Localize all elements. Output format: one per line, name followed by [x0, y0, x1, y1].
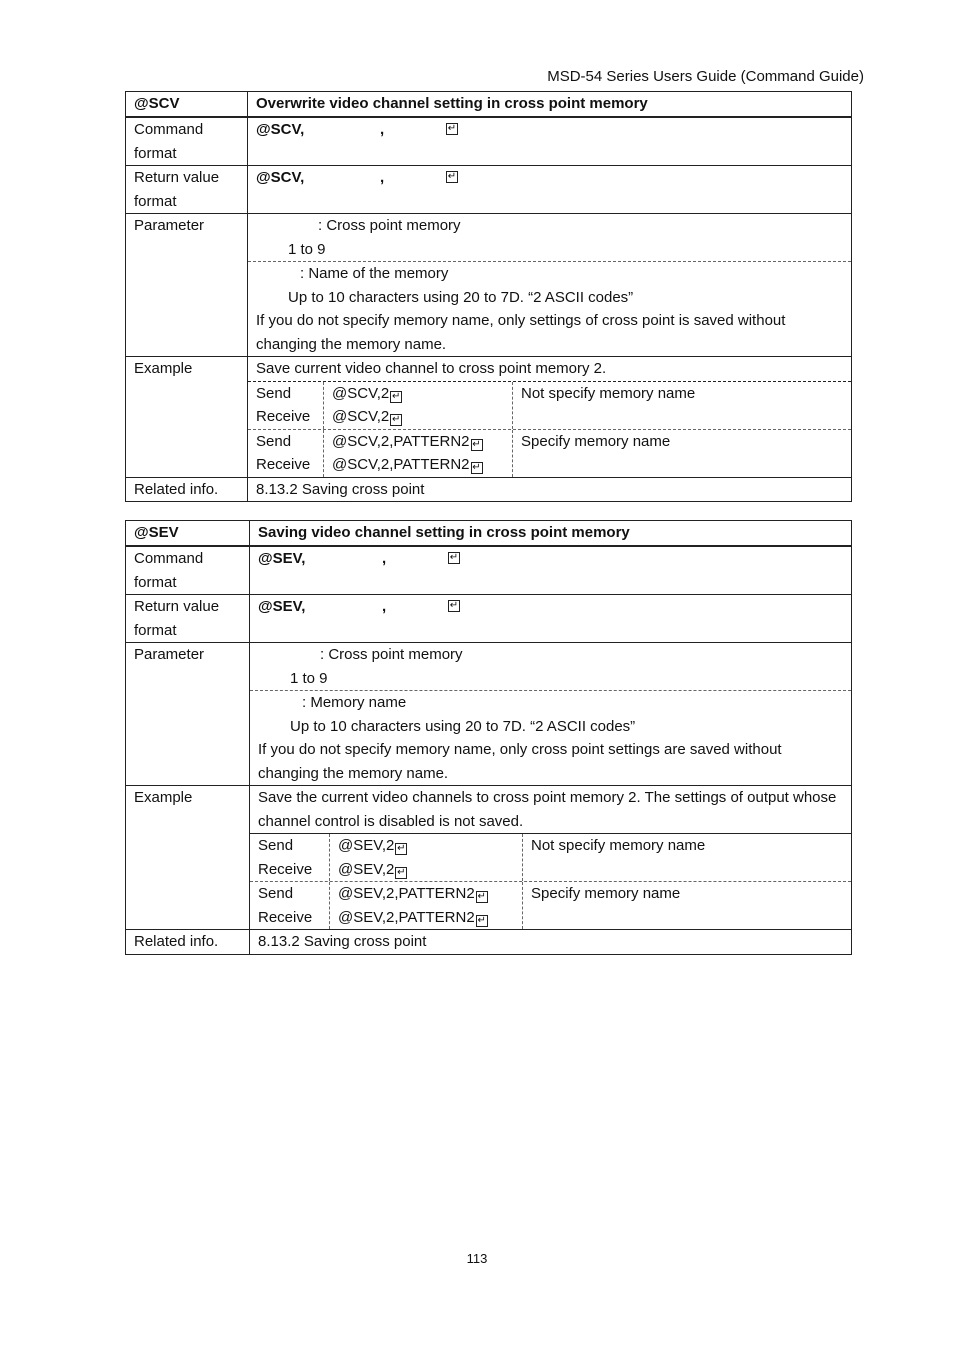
return-format-code: @SCV, [256, 169, 305, 186]
command-format-cell [248, 117, 852, 166]
page-header: MSD-54 Series Users Guide (Command Guide) [547, 68, 864, 85]
format-comma: , [380, 169, 385, 186]
command-title: Overwrite video channel setting in cross point memory [248, 92, 852, 118]
example-cell [250, 786, 852, 930]
return-icon: ↵ [449, 552, 459, 563]
param1-desc: : Cross point memory [320, 646, 463, 663]
example-title: Save the current video channels to cross point memory 2. The settings of output whose channel control is disabled is not saved. [250, 786, 851, 834]
example-block-1 [248, 382, 851, 429]
param2-desc: : Name of the memory [300, 265, 449, 282]
return-format-row [126, 166, 852, 214]
param1-range: 1 to 9 [290, 669, 328, 687]
example-desc: Specify memory name [522, 882, 851, 929]
parameter-label: Parameter [126, 643, 250, 786]
example-block-2 [250, 881, 851, 929]
parameter-section-1 [248, 214, 851, 261]
param-note: If you do not specify memory name, only cross point settings are saved without changing the memory name. [258, 741, 782, 782]
command-table-scv [125, 91, 852, 502]
related-label: Related info. [126, 930, 250, 955]
parameter-cell [248, 214, 852, 357]
example-block-1 [250, 834, 851, 881]
command-format-row [126, 546, 852, 595]
return-icon: ↵ [392, 414, 401, 425]
send-label: Send [256, 384, 292, 402]
return-icon: ↵ [447, 171, 457, 182]
return-format-row [126, 595, 852, 643]
return-icon: ↵ [449, 600, 459, 611]
example-block-2 [248, 429, 851, 477]
return-format-cell [250, 595, 852, 643]
return-format-label: Return value format [126, 595, 250, 643]
format-comma: , [380, 121, 385, 138]
receive-command: @SEV,2,PATTERN2 ↵ [338, 908, 486, 926]
example-label: Example [126, 357, 248, 478]
command-table-sev [125, 520, 852, 955]
table-header-row [126, 521, 852, 547]
parameter-section-1 [250, 643, 851, 690]
return-icon: ↵ [472, 438, 481, 450]
command-format-label: Command format [126, 546, 250, 595]
param2-desc: : Memory name [302, 694, 407, 711]
send-command: @SCV,2,PATTERN2 ↵ [332, 432, 481, 450]
param1-range: 1 to 9 [288, 240, 326, 258]
example-label: Example [126, 786, 250, 930]
example-row [126, 786, 852, 930]
example-row [126, 357, 852, 478]
send-label: Send [256, 432, 292, 450]
command-format-row [126, 117, 852, 166]
return-icon: ↵ [392, 390, 401, 402]
return-icon: ↵ [447, 123, 457, 134]
send-command: @SEV,2,PATTERN2 ↵ [338, 885, 486, 902]
parameter-section-2 [250, 690, 851, 785]
page-number: 113 [466, 1251, 488, 1266]
command-format-code: @SEV, [258, 550, 306, 567]
receive-command: @SCV,2,PATTERN2 ↵ [332, 456, 481, 473]
format-comma: , [382, 598, 387, 615]
table-header-row [126, 92, 852, 118]
return-format-cell [248, 166, 852, 214]
receive-label: Receive [258, 908, 313, 926]
receive-command: @SEV,2 ↵ [338, 860, 406, 878]
related-row [126, 930, 852, 955]
send-label: Send [258, 885, 294, 902]
receive-label: Receive [258, 860, 313, 878]
send-label: Send [258, 837, 294, 854]
parameter-cell [250, 643, 852, 786]
command-format-label: Command format [126, 117, 248, 166]
return-icon: ↵ [477, 891, 486, 902]
param2-range: Up to 10 characters using 20 to 7D. “2 ASCII codes” [288, 288, 634, 306]
param1-desc: : Cross point memory [318, 217, 461, 234]
example-cell [248, 357, 852, 478]
command-title: Saving video channel setting in cross point memory [250, 521, 852, 547]
related-info: 8.13.2 Saving cross point [250, 930, 852, 955]
parameter-section-2 [248, 261, 851, 356]
receive-label: Receive [256, 408, 311, 425]
format-comma: , [382, 550, 387, 567]
example-title: Save current video channel to cross point memory 2. [248, 357, 851, 382]
command-name: @SEV [126, 521, 250, 547]
receive-label: Receive [256, 456, 311, 473]
example-desc: Not specify memory name [522, 834, 851, 881]
parameter-row [126, 643, 852, 786]
command-format-cell [250, 546, 852, 595]
example-desc: Specify memory name [512, 430, 851, 477]
related-row [126, 477, 852, 502]
param-note: If you do not specify memory name, only settings of cross point is saved without changing the memory name. [256, 312, 786, 353]
return-format-code: @SEV, [258, 598, 306, 615]
related-label: Related info. [126, 477, 248, 502]
parameter-label: Parameter [126, 214, 248, 357]
return-icon: ↵ [397, 843, 406, 854]
related-info: 8.13.2 Saving cross point [248, 477, 852, 502]
param2-range: Up to 10 characters using 20 to 7D. “2 ASCII codes” [290, 717, 636, 735]
return-icon: ↵ [397, 866, 406, 878]
return-format-label: Return value format [126, 166, 248, 214]
receive-command: @SCV,2 ↵ [332, 408, 401, 425]
command-name: @SCV [126, 92, 248, 118]
example-desc: Not specify memory name [512, 382, 851, 429]
return-icon: ↵ [472, 462, 481, 473]
parameter-row [126, 214, 852, 357]
command-format-code: @SCV, [256, 121, 305, 138]
send-command: @SEV,2 ↵ [338, 837, 406, 854]
send-command: @SCV,2 ↵ [332, 384, 401, 402]
return-icon: ↵ [477, 914, 486, 926]
